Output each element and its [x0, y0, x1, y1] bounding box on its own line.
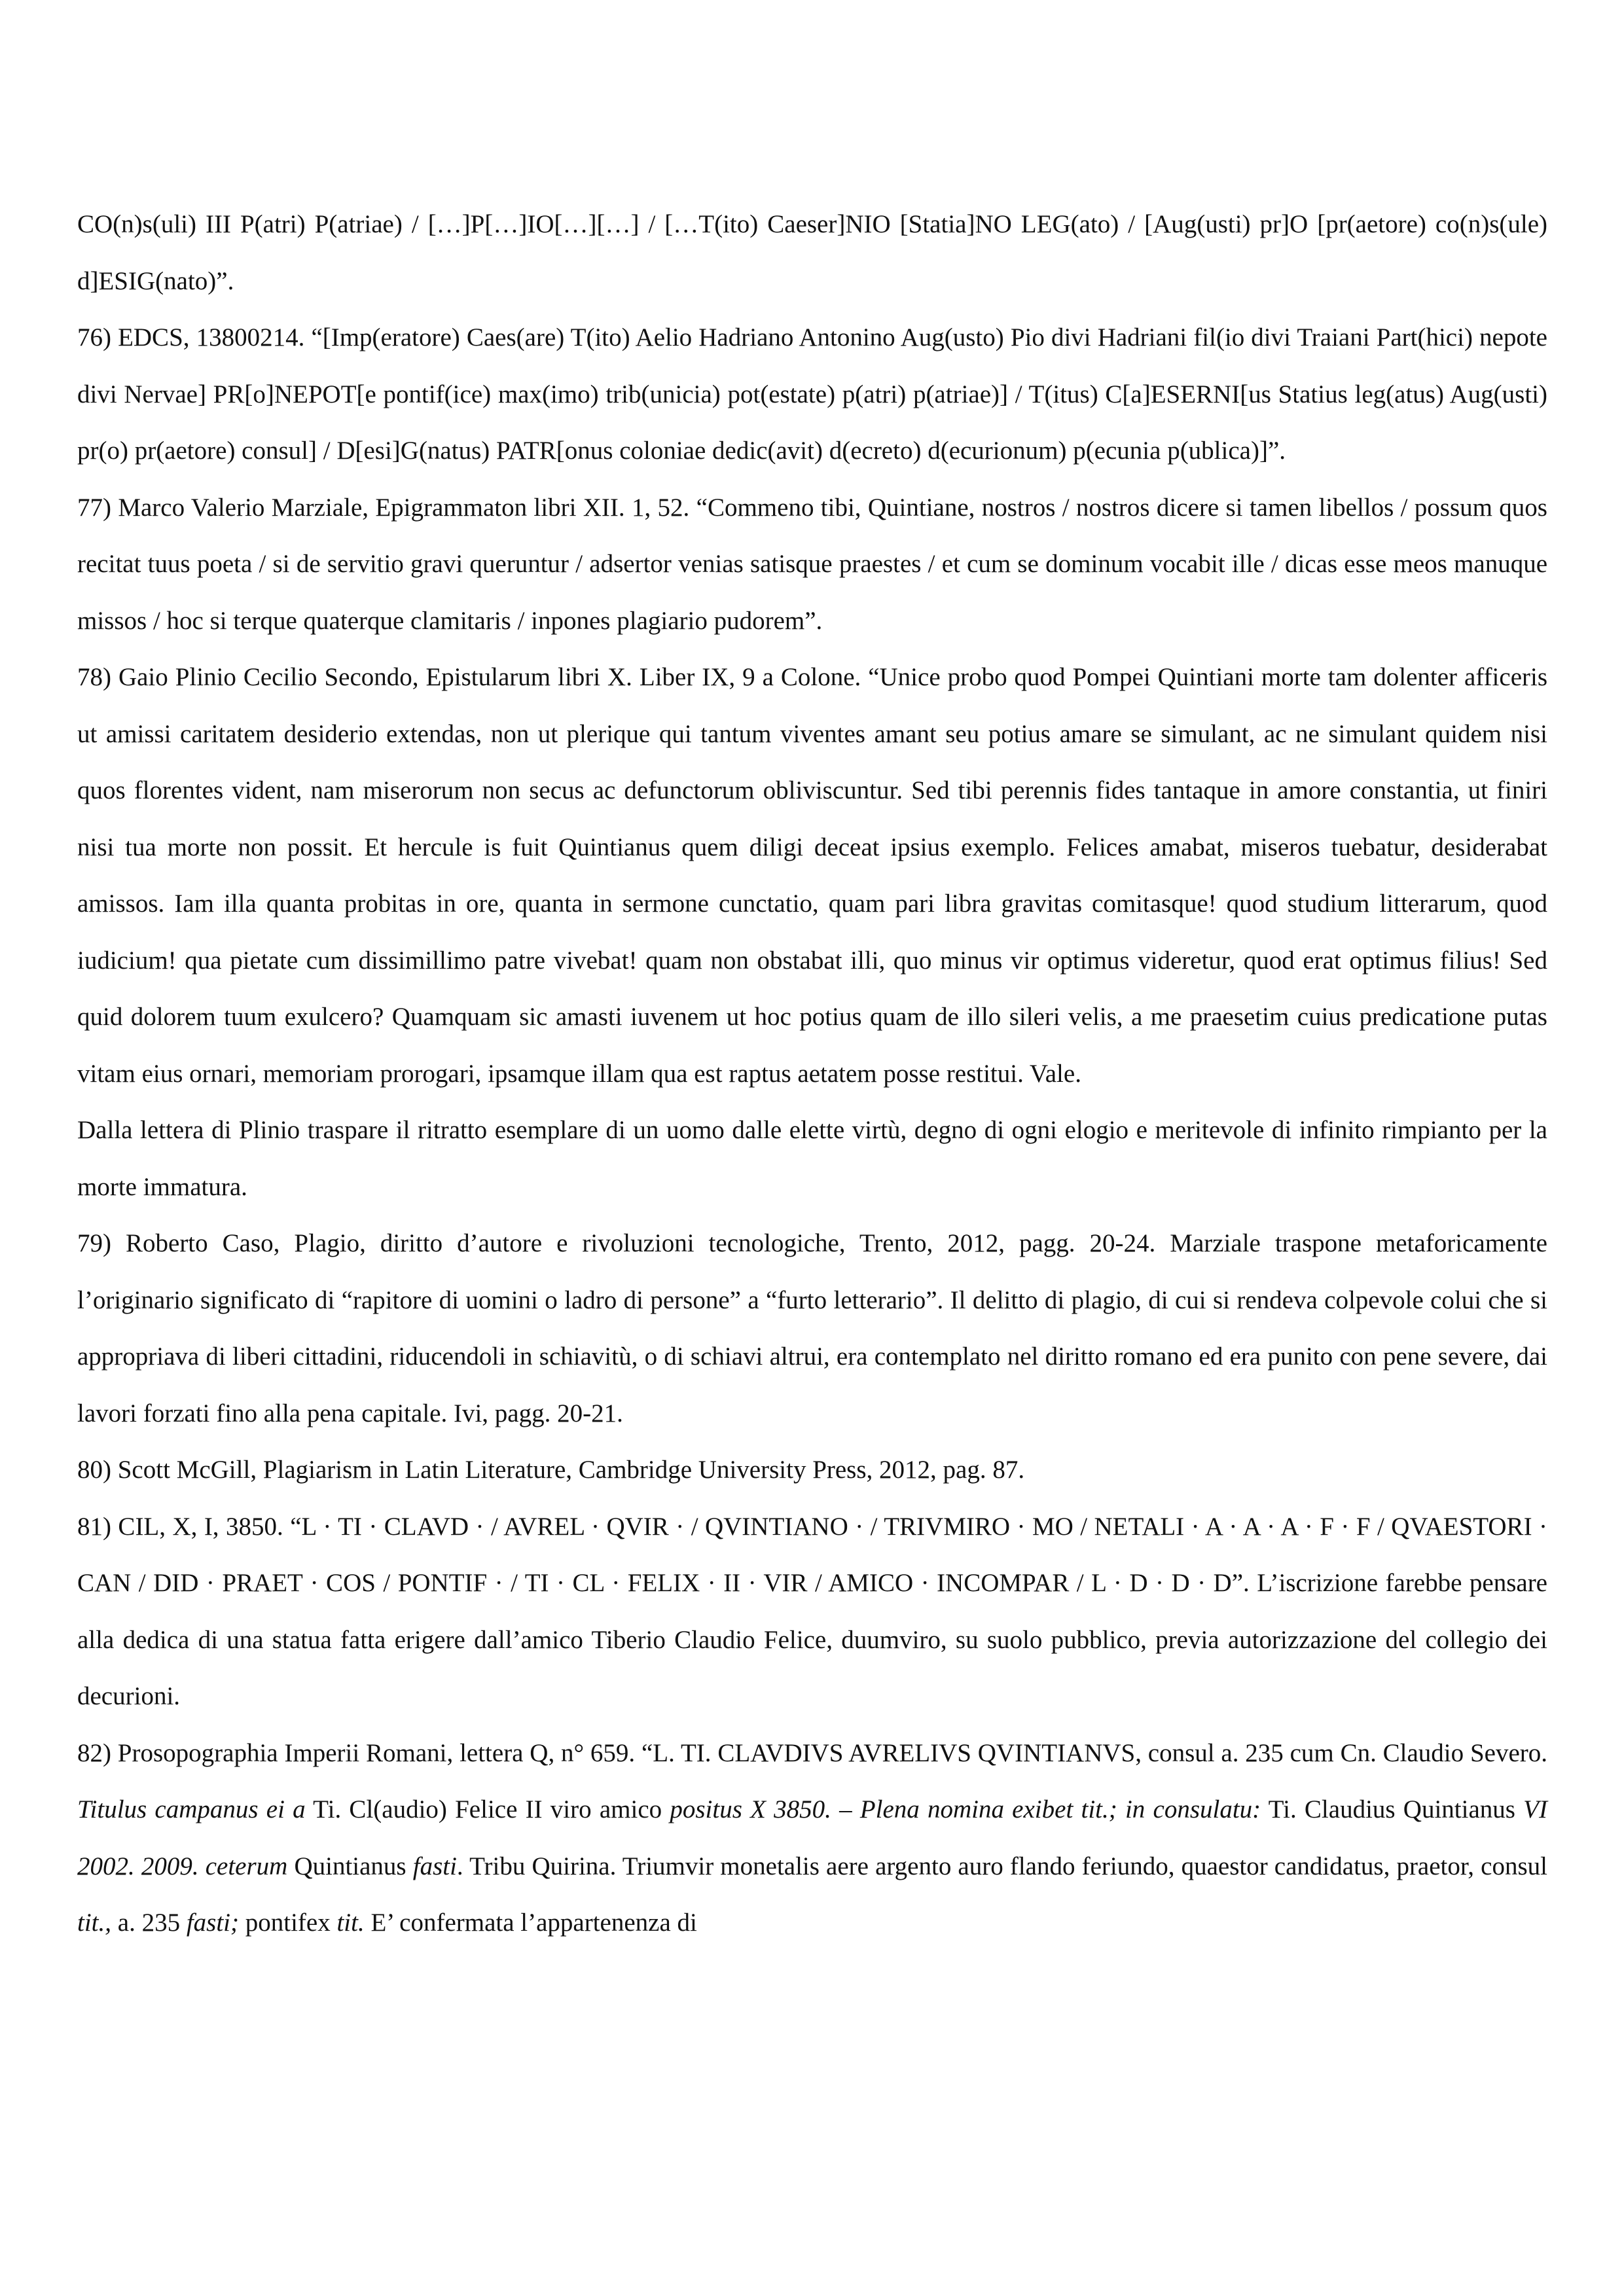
text-segment: 79) Roberto Caso, Plagio, diritto d’autore e rivoluzioni tecnologiche, Trento, 2012, pagg. 20-24. Marziale traspone metaforicamente l’originario significato di “rapitore di uomini o ladro di persone” a “furto letterario”. Il delitto di plagio, di cui si rendeva colpevole colui che si appropriava di liberi cittadini, riducendoli in schiavitù, o di schiavi altrui, era contemplato nel diritto romano ed era punito con pene severe, dai lavori forzati fino alla pena capitale. Ivi, pagg. 20-21. [77, 1229, 1547, 1427]
footnote-79 [77, 1215, 1547, 1442]
footnote-77 [77, 480, 1547, 650]
text-segment: CO(n)s(uli) III P(atri) P(atriae) / […]P[…]IO[…][…] / […T(ito) Caeser]NIO [Statia]NO LEG(ato) / [Aug(usti) pr]O [pr(aetore) co(n)s(ule) d]ESIG(nato)”. [77, 210, 1547, 295]
text-segment: 76) EDCS, 13800214. “[Imp(eratore) Caes(are) T(ito) Aelio Hadriano Antonino Aug(usto) Pio divi Hadriani fil(io divi Traiani Part(hici) nepote divi Nervae] PR[o]NEPOT[e pontif(ice) max(imo) trib(unicia) pot(estate) p(atri) p(atriae)] / T(itus) C[a]ESERNI[us Statius leg(atus) Aug(usti) pr(o) pr(aetore) consul] / D[esi]G(natus) PATR[onus coloniae dedic(avit) d(ecreto) d(ecurionum) p(ecunia p(ublica)]”. [77, 323, 1547, 465]
italic-text-segment: tit., [77, 1909, 112, 1937]
italic-text-segment: VI 2002. 2009. ceterum [77, 1795, 1547, 1880]
document-page [77, 196, 1547, 1952]
text-segment: E’ confermata l’appartenenza di [364, 1909, 697, 1937]
text-segment: . Tribu Quirina. Triumvir monetalis aere argento auro flando feriundo, quaestor candidatus, praetor, consul [456, 1852, 1547, 1880]
text-segment: 80) Scott McGill, Plagiarism in Latin Literature, Cambridge University Press, 2012, pag. 87. [77, 1456, 1025, 1484]
text-segment: 78) Gaio Plinio Cecilio Secondo, Epistularum libri X. Liber IX, 9 a Colone. “Unice probo quod Pompei Quintiani morte tam dolenter afficeris ut amissi caritatem desiderio extendas, non ut plerique qui tantum viventes amant seu potius amare se simulant, ac ne simulant quidem nisi quos florentes vident, nam miserorum non secus ac defunctorum obliviscuntur. Sed tibi perennis fides tantaque in amore constantia, ut finiri nisi tua morte non possit. Et hercule is fuit Quintianus quem diligi deceat ipsius exemplo. Felices amabat, miseros tuebatur, desiderabat amissos. Iam illa quanta probitas in ore, quanta in sermone cunctatio, quam pari libra gravitas comitasque! quod studium litterarum, quod iudicium! qua pietate cum dissimillimo patre vivebat! quam non obstabat illi, quo minus vir optimus videretur, quod erat optimus filius! Sed quid dolorem tuum exulcero? Quamquam sic amasti iuvenem ut hoc potius quam de illo sileri velis, a me praesetim cuius predicatione putas vitam eius ornari, memoriam prorogari, ipsamque illam qua est raptus aetatem posse restitui. Vale. [77, 663, 1547, 1088]
footnote-80 [77, 1442, 1547, 1499]
italic-text-segment: Titulus campanus ei a [77, 1795, 306, 1823]
text-segment: a. 235 [111, 1909, 187, 1937]
italic-text-segment: fasti; [186, 1909, 239, 1937]
text-segment: 82) Prosopographia Imperii Romani, lettera Q, n° 659. “L. TI. CLAVDIVS AVRELIVS QVINTIANVS, consul a. 235 cum Cn. Claudio Severo. [77, 1738, 1547, 1767]
footnote-78-comment [77, 1102, 1547, 1215]
text-segment: Dalla lettera di Plinio traspare il ritratto esemplare di un uomo dalle elette virtù, degno di ogni elogio e meritevole di infinito rimpianto per la morte immatura. [77, 1116, 1547, 1201]
continued-footnote-75 [77, 196, 1547, 310]
text-segment: 81) CIL, X, I, 3850. “L · TI · CLAVD · / AVREL · QVIR · / QVINTIANO · / TRIVMIRO · MO / NETALI · A · A · A · F · F / QVAESTORI · CAN / DID · PRAET · COS / PONTIF · / TI · CL · FELIX · II · VIR / AMICO · INCOMPAR / L · D · D · D”. L’iscrizione farebbe pensare alla dedica di una statua fatta erigere dall’amico Tiberio Claudio Felice, duumviro, su suolo pubblico, previa autorizzazione del collegio dei decurioni. [77, 1512, 1547, 1710]
text-segment: Ti. Claudius Quintianus [1261, 1795, 1524, 1823]
text-segment: pontifex [239, 1909, 337, 1937]
text-segment: Quintianus [287, 1852, 413, 1880]
footnote-76 [77, 310, 1547, 480]
footnote-82 [77, 1725, 1547, 1952]
italic-text-segment: fasti [412, 1852, 457, 1880]
text-segment: 77) Marco Valerio Marziale, Epigrammaton libri XII. 1, 52. “Commeno tibi, Quintiane, nostros / nostros dicere si tamen libellos / possum quos recitat tuus poeta / si de servitio gravi queruntur / adsertor venias satisque praestes / et cum se dominum vocabit ille / dicas esse meos manuque missos / hoc si terque quaterque clamitaris / inpones plagiario pudorem”. [77, 493, 1547, 635]
italic-text-segment: tit. [336, 1909, 365, 1937]
text-segment: Ti. Cl(audio) Felice II viro amico [305, 1795, 670, 1823]
italic-text-segment: positus X 3850. – Plena nomina exibet tit.; in consulatu: [670, 1795, 1261, 1823]
footnote-78 [77, 649, 1547, 1102]
footnote-81 [77, 1499, 1547, 1725]
